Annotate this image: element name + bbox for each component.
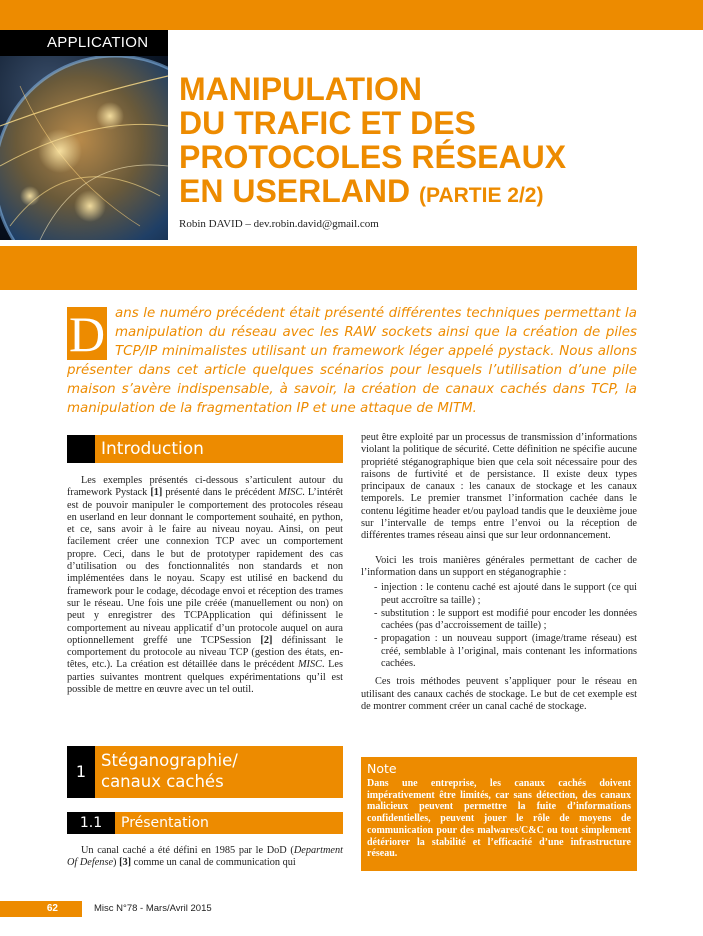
heading-block xyxy=(67,435,95,463)
intro-heading xyxy=(67,435,343,463)
title-line xyxy=(179,174,689,213)
magazine-name: MISC xyxy=(297,659,322,671)
author-byline: Robin DAVID – dev.robin.david@gmail.com xyxy=(179,218,379,230)
note-box xyxy=(361,757,637,871)
drop-cap: D xyxy=(68,306,106,362)
lead-paragraph xyxy=(67,304,637,418)
steganography-methods-list xyxy=(361,582,637,670)
presentation-paragraph: Un canal caché a été défini en 1985 par le DoD (Department Of Defense) [3] comme un canal de communication qui xyxy=(67,845,343,869)
title-line-text: EN USERLAND xyxy=(179,173,411,209)
title-line: MANIPULATION xyxy=(179,71,422,107)
globe-icon xyxy=(0,56,168,240)
header-accent-band xyxy=(0,246,637,290)
issue-info: Misc N°78 - Mars/Avril 2015 xyxy=(94,903,212,914)
earth-network-illustration xyxy=(0,56,168,240)
body-paragraph: Voici les trois manières générales permettant de cacher de l’information dans un support en stéganographie : xyxy=(361,554,637,578)
lead-text: ans le numéro précédent était présenté différentes techniques permettant la manipulation du réseau avec les RAW sockets ainsi que la création de piles TCP/IP minimalistes utilisant un framework léger appelé pystack. Nous allons présenter dans cet article quelques scénarios pour lesquels l’utilisation d’une pile maison s’avère indispensable, à savoir, la création de canaux cachés dans TCP, la manipulation de la fragmentation IP et une attaque de MITM. xyxy=(67,306,637,416)
section-tag: APPLICATION xyxy=(0,30,168,56)
section-1-heading xyxy=(67,746,343,798)
reference: [1] xyxy=(150,487,163,499)
top-accent-bar xyxy=(0,0,703,30)
title-line: DU TRAFIC ET DES xyxy=(179,105,476,141)
body-paragraph: Ces trois méthodes peuvent s’appliquer pour le réseau en utilisant des canaux cachés de stockage. Le but de cet exemple est de montrer comment créer un canal caché de stockage. xyxy=(361,676,637,712)
title-line: PROTOCOLES RÉSEAUX xyxy=(179,139,567,175)
subsection-number: 1.1 xyxy=(67,812,115,834)
body-paragraph: peut être exploité par un processus de transmission d’informations violant la politique de sécurité. Cette définition ne spécifie aucune propriété stéganographique bien que cela soit nécessaire pour des raisons de furtivité et de persistance. Il existe deux types principaux de canaux : les canaux de stockage et les canaux temporels. Le premier transmet l’information cachée dans le contenu légitime header et/ou payload tandis que le deuxième joue sur l’intervalle de temps entre l’envoi ou la réception de différentes trames réseau ainsi que sur leur ordonnancement. xyxy=(361,432,637,542)
list-item: - substitution : le support est modifié pour encoder les données cachées (pas d’accroissement de taille) ; xyxy=(361,608,637,633)
list-item: - propagation : un nouveau support (image/trame réseau) est créé, semblable à l’original, mais contenant les informations cachées. xyxy=(361,633,637,670)
section-1-1-heading xyxy=(67,812,343,834)
note-body: Dans une entreprise, les canaux cachés doivent impérativement être limités, car sans détection, des canaux malicieux peuvent permettre la fuite d’informations confidentielles, peuvent jouer le rôle de moyens de communication pour des malwares/C&C ou tout simplement détériorer la stabilité et l’efficacité d’une infrastructure réseau. xyxy=(367,778,631,860)
reference: [3] xyxy=(119,857,132,869)
right-column xyxy=(361,432,637,713)
title-part: (PARTIE 2/2) xyxy=(419,184,544,207)
intro-paragraph: Les exemples présentés ci-dessous s’articulent autour du framework Pystack [1] présenté dans le précédent MISC. L’intérêt est de pouvoir manipuler le comportement des protocoles réseau en userland en leur donnant le comportement souhaité, en python, et ce, sans avoir à le faire au niveau noyau. Ainsi, on peut facilement créer une connexion TCP avec un comportement propre. Ceci, dans le but de prototyper rapidement des cas d’utilisation ou des fonctionnalités non standards et non implémentées dans le noyau. Scapy est utilisé en backend du framework pour le codage, décodage envoi et réception des trames sur le réseau. Une fois une pile créée (manuellement ou non) on peut y enregistrer des TCPApplication qui définissent le comportement au niveau applicatif d’un protocole auquel on aura optionnellement greffé une TCPSession [2] définissant le comportement du protocole au niveau TCP (gestion des états, en-têtes, etc.). La création est détaillée dans le précédent MISC. Les parties suivantes montrent quelques expérimentations qu’il est possible de mettre en œuvre avec un tel outil. xyxy=(67,475,344,696)
article-title xyxy=(179,72,689,213)
magazine-name: MISC xyxy=(278,487,303,499)
page-number: 62 xyxy=(0,901,82,917)
list-item: - injection : le contenu caché est ajouté dans le support (ce qui peut accroître sa taille) ; xyxy=(361,582,637,607)
left-column-continued xyxy=(67,845,343,870)
section-title: Stéganographie/ canaux cachés xyxy=(95,746,343,798)
reference: [2] xyxy=(260,634,273,646)
section-number: 1 xyxy=(67,746,95,798)
left-column xyxy=(67,435,343,696)
subsection-title: Présentation xyxy=(115,812,343,834)
intro-heading-label: Introduction xyxy=(95,435,343,463)
note-title: Note xyxy=(367,761,397,776)
